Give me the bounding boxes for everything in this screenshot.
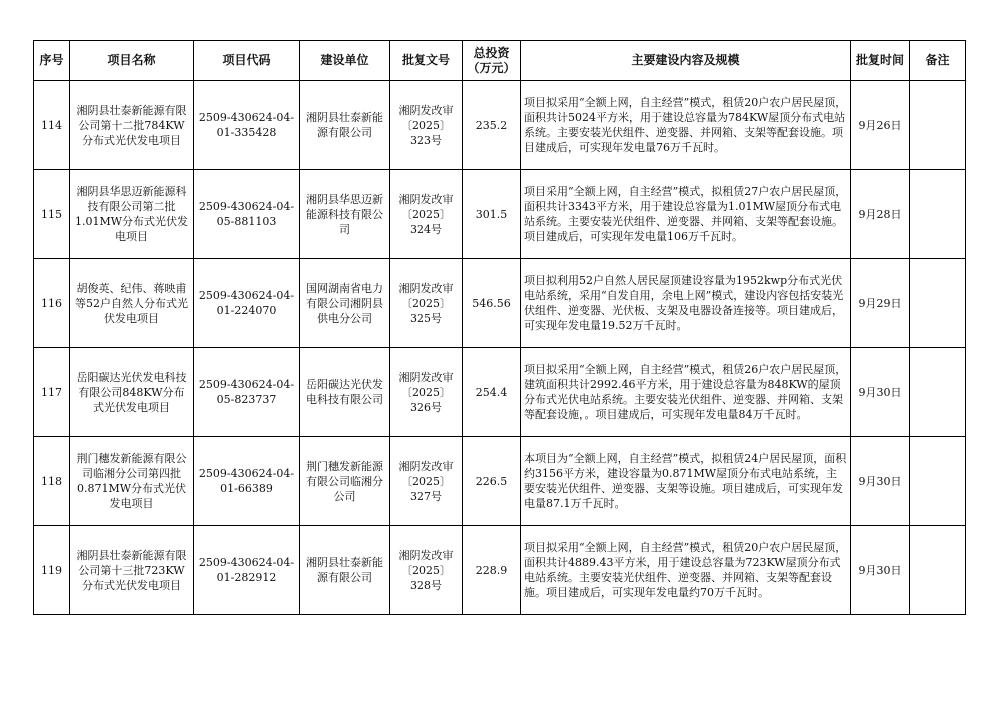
cell-doc: 湘阴发改审〔2025〕327号 — [390, 437, 463, 526]
cell-code: 2509-430624-04-05-823737 — [194, 348, 300, 437]
table-row — [34, 170, 966, 259]
cell-no: 119 — [34, 526, 70, 615]
header-invest — [463, 41, 521, 81]
header-date: 批复时间 — [851, 41, 910, 81]
cell-unit: 岳阳碳达光伏发电科技有限公司 — [300, 348, 390, 437]
cell-invest: 235.2 — [463, 81, 521, 170]
project-approval-table — [33, 40, 966, 615]
table-row — [34, 81, 966, 170]
cell-code: 2509-430624-04-01-282912 — [194, 526, 300, 615]
cell-no: 117 — [34, 348, 70, 437]
cell-note — [910, 348, 966, 437]
table-row — [34, 526, 966, 615]
table-row — [34, 437, 966, 526]
cell-code: 2509-430624-04-01-224070 — [194, 259, 300, 348]
cell-doc: 湘阴发改审〔2025〕325号 — [390, 259, 463, 348]
header-content: 主要建设内容及规模 — [521, 41, 851, 81]
cell-date: 9月30日 — [851, 348, 910, 437]
cell-date: 9月29日 — [851, 259, 910, 348]
cell-name: 湘阴县壮泰新能源有限公司第十二批784KW分布式光伏发电项目 — [70, 81, 194, 170]
cell-note — [910, 526, 966, 615]
cell-unit: 湘阴县壮泰新能源有限公司 — [300, 526, 390, 615]
cell-date: 9月30日 — [851, 437, 910, 526]
cell-no: 114 — [34, 81, 70, 170]
cell-content: 项目拟采用“全额上网，自主经营”模式，租赁20户农户居民屋顶，面积共计4889.43平方米，用于建设总容量为723KW屋顶分布式电站系统。主要安装光伏组件、逆变器、并网箱、支架等配套设施。项目建成后，可实现年发电量约70万千瓦时。 — [521, 526, 851, 615]
cell-unit: 湘阴县壮泰新能源有限公司 — [300, 81, 390, 170]
cell-name: 岳阳碳达光伏发电科技有限公司848KW分布式光伏发电项目 — [70, 348, 194, 437]
cell-note — [910, 170, 966, 259]
cell-doc: 湘阴发改审〔2025〕323号 — [390, 81, 463, 170]
cell-content: 项目拟采用“全额上网，自主经营”模式，租赁20户农户居民屋顶，面积共计5024平方米，用于建设总容量为784KW屋顶分布式电站系统。主要安装光伏组件、逆变器、并网箱、支架等配套设施。项目建成后，可实现年发电量76万千瓦时。 — [521, 81, 851, 170]
cell-name: 湘阴县华思迈新能源科技有限公司第二批1.01MW分布式光伏发电项目 — [70, 170, 194, 259]
cell-doc: 湘阴发改审〔2025〕326号 — [390, 348, 463, 437]
cell-content: 项目采用“全额上网，自主经营”模式，拟租赁27户农户居民屋顶，面积共计3343平方米，用于建设总容量为1.01MW屋顶分布式电站系统。主要安装光伏组件、逆变器、并网箱、支架等配套设施。项目建成后，可实现年发电量106万千瓦时。 — [521, 170, 851, 259]
cell-invest: 301.5 — [463, 170, 521, 259]
cell-note — [910, 259, 966, 348]
cell-code: 2509-430624-04-05-881103 — [194, 170, 300, 259]
cell-unit: 荆门穗发新能源有限公司临湘分公司 — [300, 437, 390, 526]
header-invest-line1: 总投资 — [473, 45, 510, 60]
cell-no: 116 — [34, 259, 70, 348]
cell-name: 胡俊英、纪伟、蒋映甫等52户自然人分布式光伏发电项目 — [70, 259, 194, 348]
cell-invest: 228.9 — [463, 526, 521, 615]
cell-invest: 254.4 — [463, 348, 521, 437]
cell-invest: 226.5 — [463, 437, 521, 526]
cell-content: 本项目为“全额上网，自主经营”模式，拟租赁24户居民屋顶，面积约3156平方米，建设容量为0.871MW屋顶分布式电站系统，主要安装光伏组件、逆变器、支架等设施。项目建成后，可实现年发电量87.1万千瓦时。 — [521, 437, 851, 526]
header-name: 项目名称 — [70, 41, 194, 81]
cell-no: 118 — [34, 437, 70, 526]
table-row — [34, 348, 966, 437]
cell-date: 9月26日 — [851, 81, 910, 170]
header-code: 项目代码 — [194, 41, 300, 81]
header-no: 序号 — [34, 41, 70, 81]
cell-content: 项目拟采用“全额上网，自主经营”模式，租赁26户农户居民屋顶，建筑面积共计2992.46平方米，用于建设总容量为848KW的屋顶分布式光伏电站系统。主要安装光伏组件、逆变器、并网箱、支架等配套设施，。项目建成后，可实现年发电量84万千瓦时。 — [521, 348, 851, 437]
cell-date: 9月30日 — [851, 526, 910, 615]
cell-doc: 湘阴发改审〔2025〕328号 — [390, 526, 463, 615]
cell-unit: 湘阴县华思迈新能源科技有限公司 — [300, 170, 390, 259]
cell-unit: 国网湖南省电力有限公司湘阴县供电分公司 — [300, 259, 390, 348]
cell-content: 项目拟利用52户自然人居民屋顶建设容量为1952kwp分布式光伏电站系统，采用“自发自用，余电上网”模式，建设内容包括安装光伏组件、逆变器、光伏板、支架及电器设备连接等。项目建成后，可实现年发电量19.52万千瓦时。 — [521, 259, 851, 348]
cell-note — [910, 437, 966, 526]
cell-no: 115 — [34, 170, 70, 259]
header-unit: 建设单位 — [300, 41, 390, 81]
header-doc: 批复文号 — [390, 41, 463, 81]
cell-date: 9月28日 — [851, 170, 910, 259]
table-header-row — [34, 41, 966, 81]
cell-doc: 湘阴发改审〔2025〕324号 — [390, 170, 463, 259]
header-invest-line2: （万元） — [467, 60, 516, 75]
header-note: 备注 — [910, 41, 966, 81]
cell-code: 2509-430624-04-01-66389 — [194, 437, 300, 526]
cell-note — [910, 81, 966, 170]
cell-name: 荆门穗发新能源有限公司临湘分公司第四批0.871MW分布式光伏发电项目 — [70, 437, 194, 526]
cell-invest: 546.56 — [463, 259, 521, 348]
table-row — [34, 259, 966, 348]
cell-name: 湘阴县壮泰新能源有限公司第十三批723KW分布式光伏发电项目 — [70, 526, 194, 615]
cell-code: 2509-430624-04-01-335428 — [194, 81, 300, 170]
